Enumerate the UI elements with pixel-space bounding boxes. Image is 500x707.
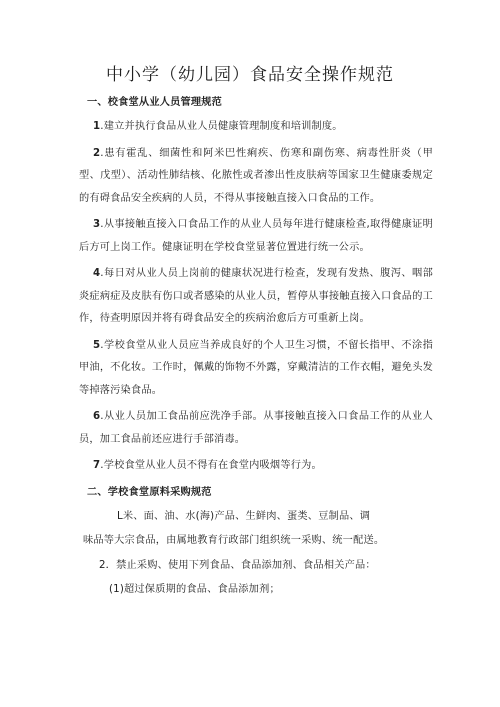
paragraph-item-7 [79,455,433,478]
item-text: .建立并执行食品从业人员健康管理制度和培训制度。 [100,121,343,132]
item-number: 2 [93,147,101,159]
item-number: 4 [93,268,101,279]
procurement-line-2: 味品等大宗食品，由属地教育行政部门组织统一采购、统一配送。 [83,535,385,546]
item-text: .从事接触直接入口食品工作的从业人员每年进行健康检查,取得健康证明后方可上岗工作。健康证明在学校食堂显著位置进行统一公示。 [79,219,433,253]
paragraph-item-2 [79,143,433,211]
item-text: .学校食堂从业人员应当养成良好的个人卫生习惯，不留长指甲、不涂指甲油，不化妆。工作时，佩戴的饰物不外露，穿戴清洁的工作衣帽，避免头发等掉落污染食品。 [79,339,433,396]
item-number: 6 [93,411,101,422]
section-heading-procurement: 二、学校食堂原料采购规范 [87,486,212,498]
section-heading-staff: 一、校食堂从业人员管理规范 [87,97,223,108]
item-number: 7 [93,460,101,471]
item-text: .每日对从业人员上岗前的健康状况进行检查，发现有发热、腹泻、咽部炎症病症及皮肤有伤口或者感染的从业人员，暂停从事接触直接入口食品的工作，待查明原因并将有碍食品安全的疾病治愈后方可重新上岗。 [79,268,433,324]
item-text: .从业人员加工食品前应洗净手部。从事接触直接入口食品工作的从业人员，加工食品前还应进行手部消毒。 [79,411,433,445]
procurement-line-4: (1)超过保质期的食品、食品添加剂； [109,584,280,595]
document-title: 中小学（幼儿园）食品安全操作规范 [106,65,394,85]
procurement-line-1: L米、面、油、水(海)产品、生鲜肉、蛋类、豆制品、调 [117,510,371,522]
paragraph-item-5 [79,335,433,403]
document-body [79,92,433,604]
item-text: .学校食堂从业人员不得有在食堂内吸烟等行为。 [100,460,322,471]
item-text: .患有霍乱、细菌性和阿米巴性痢疾、伤寒和副伤寒、病毒性肝炎（甲型、戊型）、活动性肺结核、化脓性或者渗出性皮肤病等国家卫生健康委规定的有碍食品安全疾病的人员，不得从事接触直接入口食品的工作。 [79,147,433,204]
item-number: 1 [93,121,101,132]
item-number: 5 [93,339,101,351]
item-number: 3 [93,219,101,230]
paragraph-item-3 [79,214,433,259]
paragraph-item-6 [79,406,433,451]
paragraph-item-4 [79,263,433,331]
procurement-line-3: 2．禁止采购、使用下列食品、食品添加剂、食品相关产品： [99,559,376,571]
paragraph-item-1 [79,116,433,139]
